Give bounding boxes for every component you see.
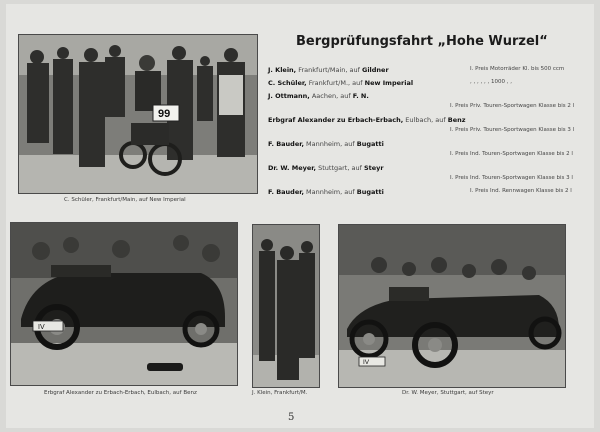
result-entry: F. Bauder, Mannheim, auf Bugatti I. Preis Ind. Rennwagen Klasse bis 2 l xyxy=(268,188,572,196)
result-entry: C. Schüler, Frankfurt/M., auf New Imperial , , , , , , 1000 , , xyxy=(268,79,512,87)
caption-bottom-middle: J. Klein, Frankfurt/M. xyxy=(252,390,308,396)
license-plate-text: IV xyxy=(363,359,370,366)
result-entry: J. Ottmann, Aachen, auf F. N. I. Preis Priv. Touren-Sportwagen Klasse bis 2 l xyxy=(268,92,575,109)
catalog-page xyxy=(6,4,594,428)
page-number: 5 xyxy=(288,412,295,423)
motorcycle-scene-illustration xyxy=(19,35,257,193)
photo-j-klein xyxy=(252,224,320,388)
caption-top-left: C. Schüler, Frankfurt/Main, auf New Imperial xyxy=(64,197,186,203)
result-entry: Dr. W. Meyer, Stuttgart, auf Steyr I. Preis Ind. Touren-Sportwagen Klasse bis 3 l xyxy=(268,164,573,181)
photo-motorcycle-rider xyxy=(18,34,258,194)
page-title: Bergprüfungsfahrt „Hohe Wurzel“ xyxy=(296,34,548,49)
race-number-plate: 99 xyxy=(158,108,171,120)
caption-bottom-right: Dr. W. Meyer, Stuttgart, auf Steyr xyxy=(402,390,494,396)
result-entry: J. Klein, Frankfurt/Main, auf Gildner I. Preis Motorräder Kl. bis 500 ccm xyxy=(268,66,565,74)
caption-bottom-left: Erbgraf Alexander zu Erbach-Erbach, Eulbach, auf Benz xyxy=(44,390,197,396)
result-entry: Erbgraf Alexander zu Erbach-Erbach, Eulbach, auf Benz I. Preis Priv. Touren-Sportwagen Klasse bis 3 l xyxy=(268,116,575,133)
photo-benz-car xyxy=(10,222,238,386)
steyr-car-illustration xyxy=(339,225,565,387)
photo-steyr-car xyxy=(338,224,566,388)
benz-car-illustration xyxy=(11,223,237,385)
result-entry: F. Bauder, Mannheim, auf Bugatti I. Preis Ind. Touren-Sportwagen Klasse bis 2 l xyxy=(268,140,573,157)
group-portrait-illustration xyxy=(253,225,319,387)
license-plate-text: IV xyxy=(38,324,45,331)
